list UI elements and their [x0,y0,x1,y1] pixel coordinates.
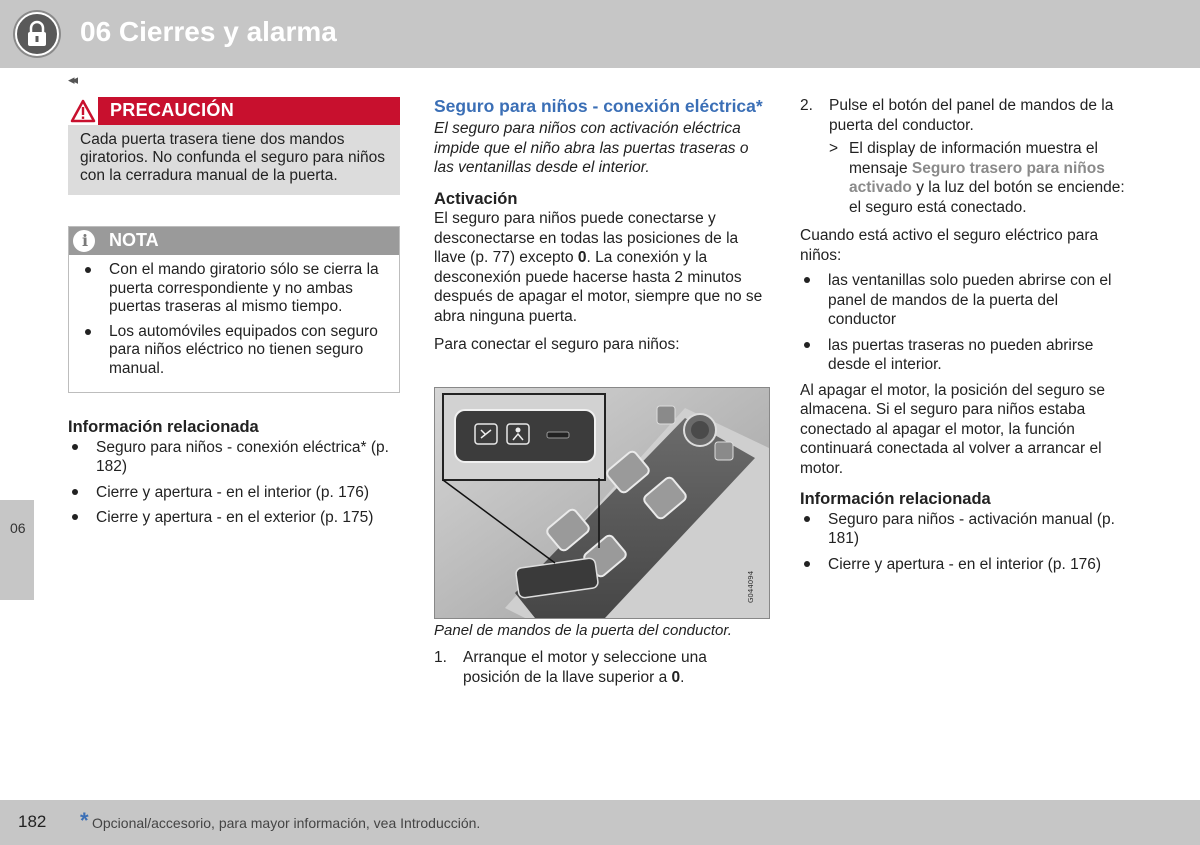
related-link[interactable]: Seguro para niños - activación manual (p. 181) [800,510,1130,549]
door-panel-image [434,387,770,619]
image-code: G044094 [747,570,755,603]
caution-title: PRECAUCIÓN [110,100,235,120]
activation-title: Activación [434,189,518,208]
page-header [0,0,1200,68]
section-title: Seguro para niños - conexión eléctrica* [434,96,763,116]
engine-text: Al apagar el motor, la posición del seguro se almacena. Si el seguro para niños estaba conectado al apagar el motor, la función continuará conectada al volver a arrancar el motor. [800,381,1106,477]
display-message: Seguro trasero para niños activado [849,159,1105,196]
chapter-side-tab[interactable] [0,500,34,600]
note-box [68,226,400,393]
activation-text-b: . La conexión y la desconexión puede hacerse hasta 2 minutos después de apagar el motor, siempre que no se abra ninguna puerta. [434,249,763,325]
chapter-side-tab-label: 06 [10,520,26,536]
step-2 [800,96,1130,217]
back-arrows-icon[interactable]: ◂◂ [68,72,76,87]
step-text [463,648,766,687]
note-title: NOTA [109,230,159,250]
caution-text: Cada puerta trasera tiene dos mandos giratorios. No confunda el seguro para niños con la cerradura manual de la puerta. [68,125,400,195]
chapter-title: 06 Cierres y alarma [80,16,337,47]
caution-header [68,97,400,125]
footer-note: Opcional/accesorio, para mayor información, vea Introducción. [92,815,481,831]
right-column [800,96,1130,580]
image-caption: Panel de mandos de la puerta del conductor. [434,622,732,639]
step-1 [434,648,766,687]
connect-text: Para conectar el seguro para niños: [434,336,680,353]
note-header [69,227,399,255]
related-info-col1 [68,418,400,534]
related-link[interactable]: Cierre y apertura - en el interior (p. 176) [800,555,1130,575]
page-number-box [0,800,68,845]
caution-box [68,97,400,195]
result-text-b: y la luz del botón se enciende: el seguro está conectado. [849,179,1125,216]
activation-text-a: El seguro para niños puede conectarse y desconectarse en todas las posiciones de la llave (p. 77) excepto [434,210,739,266]
page-number: 182 [18,812,47,831]
warning-triangle-icon [68,97,98,125]
related-info-title: Información relacionada [68,418,259,436]
related-info-title: Información relacionada [800,490,991,508]
section-intro: El seguro para niños con activación eléctrica impide que el niño abra las puertas traseras o las ventanillas desde el interior. [434,120,749,176]
result-text [849,139,1130,217]
main-column [434,96,766,355]
step-1-text: Arranque el motor y seleccione una posición de la llave superior a [463,649,707,686]
related-link[interactable]: Cierre y apertura - en el exterior (p. 175) [68,508,400,528]
list-item: las ventanillas solo pueden abrirse con el panel de mandos de la puerta del conductor [800,271,1130,330]
step-result [829,139,1130,217]
list-item: Con el mando giratorio sólo se cierra la puerta correspondiente y no ambas puertas traseras al mismo tiempo. [81,261,389,317]
step-text: Pulse el botón del panel de mandos de la puerta del conductor. [829,97,1114,134]
step-number: 1. [434,649,447,666]
activation-text [434,209,766,326]
step-1-key-position: 0 [671,668,681,686]
list-item: Los automóviles equipados con seguro para niños eléctrico no tienen seguro manual. [81,323,389,379]
result-text-a: El display de información muestra el mensaje [849,140,1098,177]
page-footer [68,800,1200,845]
activation-key-position: 0 [577,249,587,266]
result-marker: > [829,140,839,157]
optional-star-icon: * [80,808,89,833]
note-body [69,255,399,392]
step-number: 2. [800,97,813,114]
lock-icon [15,12,59,56]
step-1-end: . [680,668,685,686]
list-item: las puertas traseras no pueden abrirse desde el interior. [800,336,1130,375]
related-link[interactable]: Seguro para niños - conexión eléctrica* (p. 182) [68,438,400,477]
active-text: Cuando está activo el seguro eléctrico para niños: [800,227,1099,264]
related-link[interactable]: Cierre y apertura - en el interior (p. 176) [68,483,400,503]
info-icon: i [71,228,97,254]
